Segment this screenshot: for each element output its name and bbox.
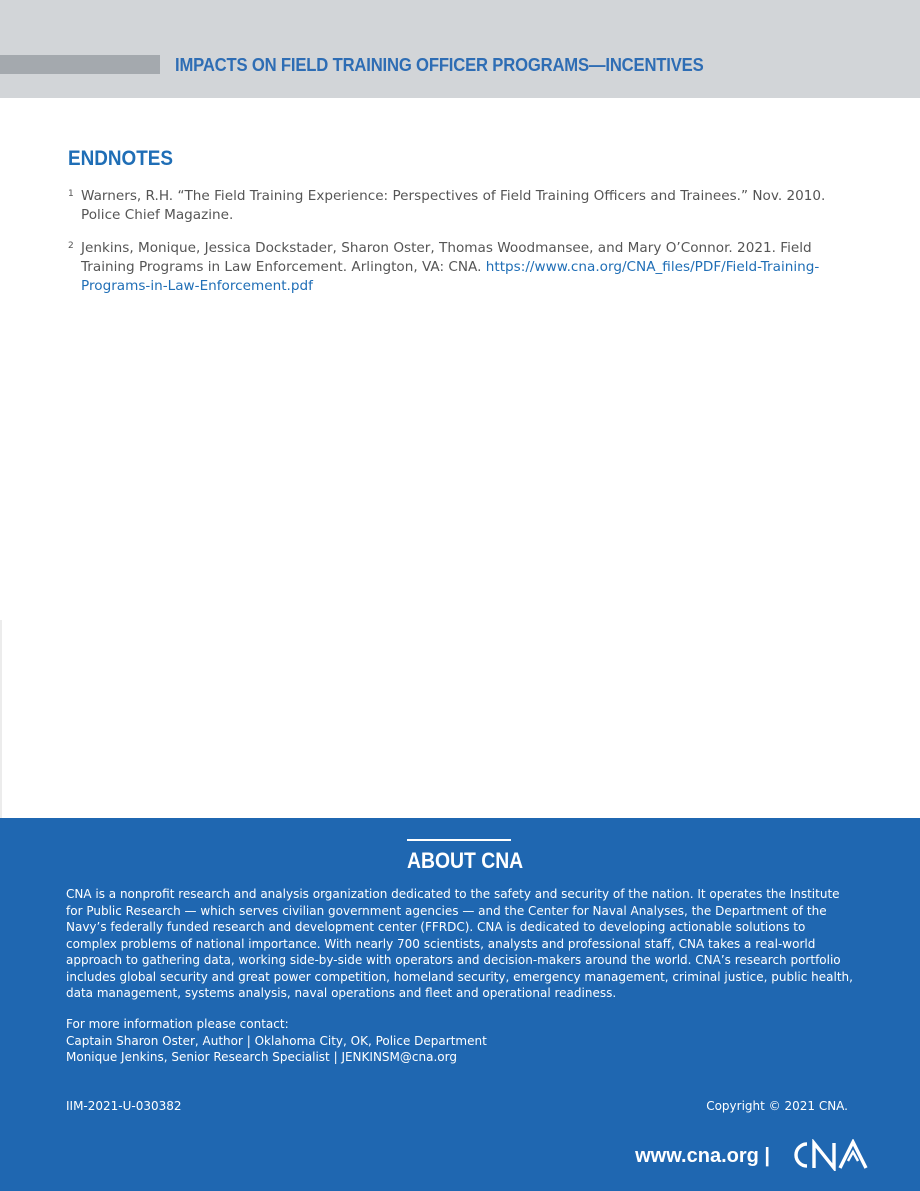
- contact-specialist: Monique Jenkins, Senior Research Specialist | JENKINSM@cna.org: [66, 1050, 457, 1064]
- contact-block: [66, 1016, 858, 1066]
- endnote-text: Jenkins, Monique, Jessica Dockstader, Sharon Oster, Thomas Woodmansee, and Mary O’Connor. 2021. Field Training Programs in Law Enforcement. Arlington, VA: CNA.: [81, 240, 812, 275]
- copyright: Copyright © 2021 CNA.: [706, 1099, 848, 1113]
- endnote-1: [68, 187, 858, 225]
- endnote-number: 2: [68, 241, 74, 251]
- about-body: CNA is a nonprofit research and analysis organization dedicated to the safety and security of the nation. It operates the Institute for Public Research — which serves civilian government agencies — and the Center for Naval Analyses, the Department of the Navy’s federally funded research and development center (FFRDC). CNA is dedicated to developing actionable solutions to complex problems of national importance. With nearly 700 scientists, analysts and professional staff, CNA takes a real-world approach to gathering data, working side-by-side with operators and decision-makers around the world. CNA’s research portfolio includes global security and great power competition, homeland security, emergency management, criminal justice, public health, data management, systems analysis, naval operations and fleet and operational readiness.: [66, 887, 853, 1000]
- contact-author: Captain Sharon Oster, Author | Oklahoma City, OK, Police Department: [66, 1033, 487, 1048]
- endnote-2: [68, 239, 858, 296]
- endnote-link[interactable]: https://www.cna.org/CNA_files/PDF/Field-Training-Programs-in-Law-Enforcement.pdf: [81, 259, 820, 294]
- endnotes-heading: ENDNOTES: [68, 147, 174, 170]
- endnote-number: 1: [68, 189, 74, 199]
- page-title: IMPACTS ON FIELD TRAINING OFFICER PROGRAMS—INCENTIVES: [175, 54, 704, 75]
- endnote-text: Warners, R.H. “The Field Training Experience: Perspectives of Field Training Officers and Trainees.” Nov. 2010. Police Chief Magazine.: [81, 188, 826, 223]
- header-accent-bar: [0, 55, 160, 74]
- about-title: ABOUT CNA: [407, 848, 524, 873]
- page-edge-mark: [0, 620, 2, 818]
- contact-intro: For more information please contact:: [66, 1017, 289, 1031]
- header-band: [0, 0, 920, 98]
- website-link[interactable]: www.cna.org |: [635, 1145, 770, 1167]
- endnote-body: [81, 239, 858, 296]
- about-footer: [0, 818, 920, 1191]
- cna-logo: [785, 1139, 869, 1171]
- about-rule: [407, 839, 511, 841]
- document-id: IIM-2021-U-030382: [66, 1099, 182, 1113]
